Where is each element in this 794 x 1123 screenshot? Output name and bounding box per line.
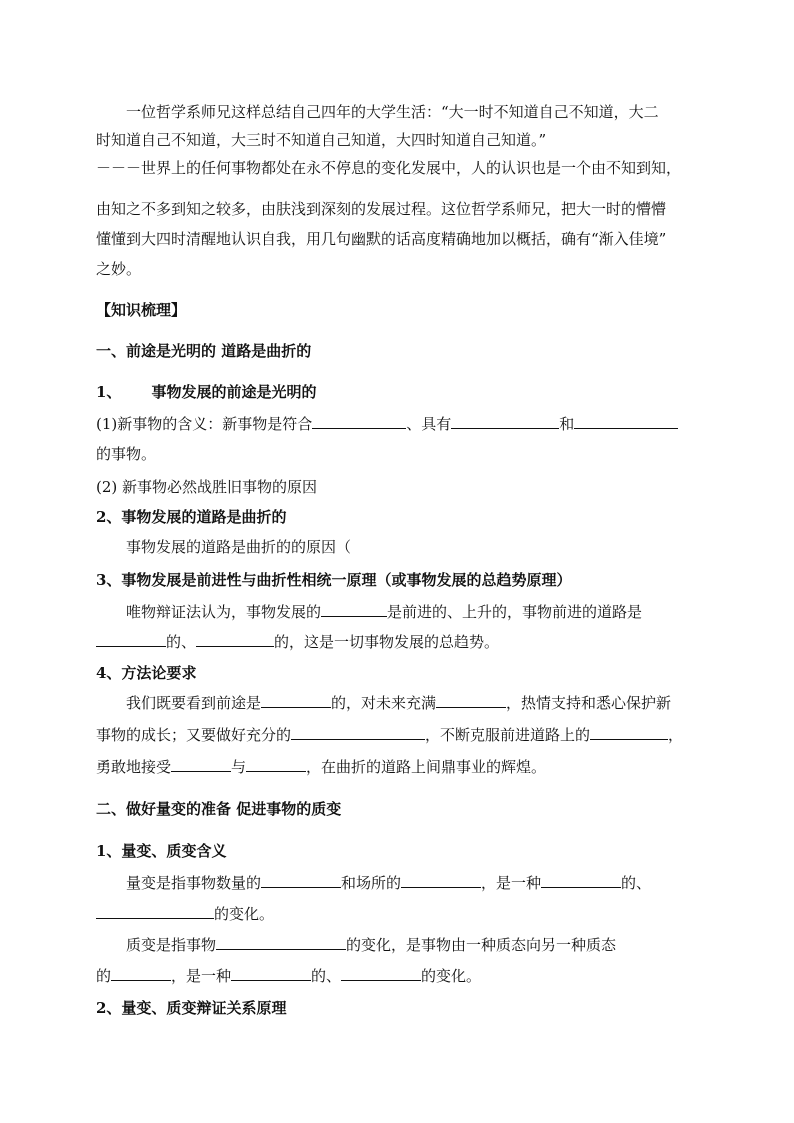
dialectics-line-1: 唯物辩证法认为，事物发展的 是前进的、上升的，事物前进的道路是 [126, 603, 643, 621]
blank[interactable] [96, 632, 166, 647]
section-2-title: 二、做好量变的准备 促进事物的质变 [96, 800, 342, 818]
blank[interactable] [196, 632, 274, 647]
point-1-3-title: 3、事物发展是前进性与曲折性相统一原理（或事物发展的总趋势原理） [96, 571, 572, 589]
intro-line-2: 时知道自己不知道，大三时不知道自己知道，大四时知道自己知道。” [96, 131, 547, 149]
qualitative-line-2: 的 ，是一种 的、 的变化。 [96, 967, 482, 985]
blank[interactable] [451, 414, 559, 429]
blank[interactable] [321, 602, 387, 617]
blank[interactable] [261, 873, 341, 888]
blank[interactable] [171, 757, 231, 772]
point-1-4-title: 4、方法论要求 [96, 664, 197, 682]
blank[interactable] [231, 966, 311, 981]
blank[interactable] [291, 725, 425, 740]
blank[interactable] [436, 693, 506, 708]
method-line-3: 勇敢地接受 与 ，在曲折的道路上间鼎事业的辉煌。 [96, 758, 547, 776]
method-line-2: 事物的成长；又要做好充分的 ，不断克服前进道路上的 ， [96, 726, 684, 744]
qualitative-line-1: 质变是指事物 的变化，是事物由一种质态向另一种质态 [126, 936, 617, 954]
quantitative-line-2: 的变化。 [96, 903, 274, 925]
dialectics-line-2: 的、 的，这是一切事物发展的总趋势。 [96, 631, 499, 653]
point-1-1-title: 1、 事物发展的前途是光明的 [96, 383, 317, 401]
blank[interactable] [401, 873, 481, 888]
blank[interactable] [312, 414, 406, 429]
intro-line-4: 由知之不多到知之较多，由肤浅到深刻的发展过程。这位哲学系师兄，把大一时的懵懵 [96, 200, 667, 218]
intro-line-3: －－－世界上的任何事物都处在永不停息的变化发展中，人的认识也是一个由不知到知， [96, 159, 682, 177]
blank[interactable] [541, 873, 621, 888]
method-line-1: 我们既要看到前途是 的，对未来充满 ，热情支持和悉心保护新 [126, 694, 672, 712]
blank[interactable] [261, 693, 331, 708]
blank[interactable] [590, 725, 668, 740]
point-2-1-title: 1、量变、质变含义 [96, 842, 227, 860]
tortuous-reason: 事物发展的道路是曲折的的原因（ [126, 538, 352, 556]
blank[interactable] [574, 414, 678, 429]
intro-line-5: 懂懂到大四时清醒地认识自我，用几句幽默的话高度精确地加以概括，确有“渐入佳境” [96, 230, 667, 248]
blank[interactable] [341, 966, 421, 981]
new-things-definition: (1)新事物的含义：新事物是符合 、具有 和 [96, 413, 678, 435]
blank[interactable] [216, 935, 346, 950]
blank[interactable] [111, 966, 171, 981]
point-1-2-title: 2、事物发展的道路是曲折的 [96, 508, 287, 526]
section-1-title: 一、前途是光明的 道路是曲折的 [96, 342, 312, 360]
intro-line-6: 之妙。 [96, 260, 142, 278]
blank[interactable] [246, 757, 306, 772]
new-things-reason: (2) 新事物必然战胜旧事物的原因 [96, 478, 318, 496]
point-2-2-title: 2、量变、质变辩证关系原理 [96, 999, 287, 1017]
knowledge-heading: 【知识梳理】 [96, 301, 187, 319]
quantitative-line-1: 量变是指事物数量的 和场所的 ，是一种 的、 [126, 874, 652, 892]
new-things-definition-end: 的事物。 [96, 445, 157, 463]
blank[interactable] [96, 904, 214, 919]
intro-line-1: 一位哲学系师兄这样总结自己四年的大学生活：“大一时不知道自己不知道，大二 [126, 103, 659, 121]
